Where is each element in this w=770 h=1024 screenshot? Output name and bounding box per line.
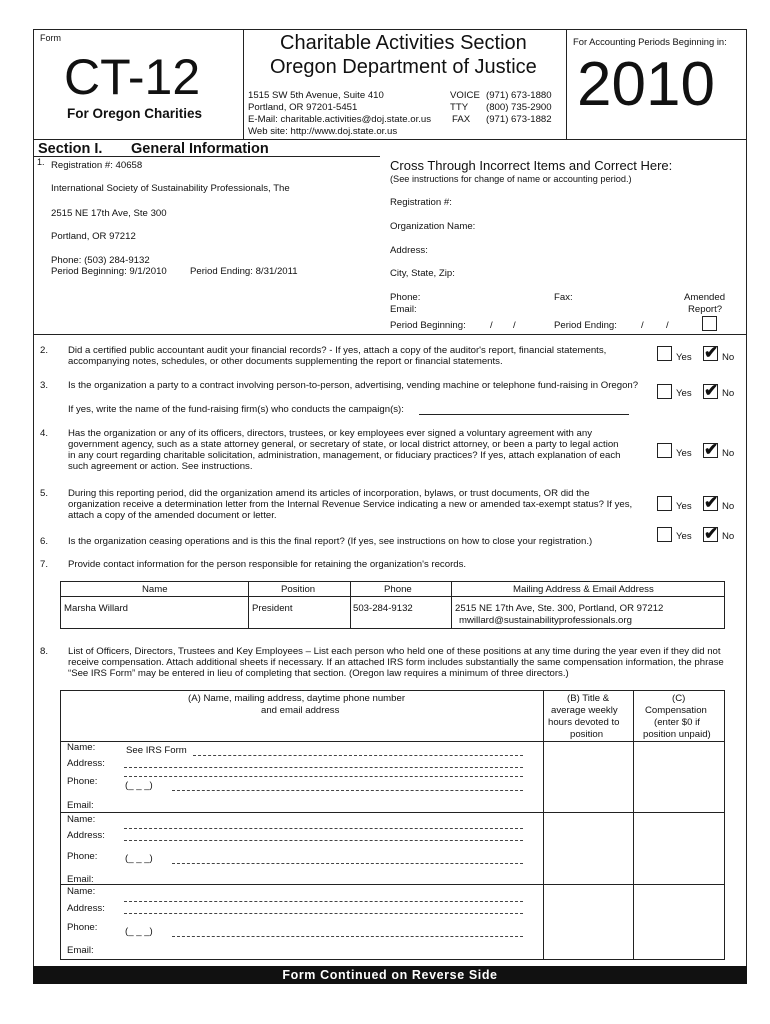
corrections-title: Cross Through Incorrect Items and Correct Here: <box>390 158 673 173</box>
fax-label: FAX <box>452 114 471 125</box>
address-line-2: Portland, OR 97201-5451 <box>248 102 358 113</box>
officers-col-b-header: hours devoted to <box>548 717 620 728</box>
officer-phone-label: Phone: <box>67 851 98 862</box>
corr-period-ending-label[interactable]: Period Ending: <box>554 320 617 331</box>
corr-org-name-label[interactable]: Organization Name: <box>390 221 476 232</box>
corr-slash: / <box>641 320 644 331</box>
officer-row-rule <box>60 812 725 813</box>
officer-name-label: Name: <box>67 742 96 753</box>
corr-slash: / <box>490 320 493 331</box>
q6-yes-checkbox[interactable] <box>657 527 672 542</box>
officer-phone-line[interactable] <box>172 936 523 937</box>
section-title-rule <box>33 156 380 157</box>
check-mark-icon: ✔ <box>704 343 719 362</box>
org-street: 2515 NE 17th Ave, Ste 300 <box>51 208 167 219</box>
q3-yes-label: Yes <box>676 388 692 399</box>
header-bottom-rule <box>33 139 747 140</box>
web-line: Web site: http://www.doj.state.or.us <box>248 126 398 137</box>
officer-phone-paren[interactable]: (_ _ _) <box>125 853 153 864</box>
q5-yes-checkbox[interactable] <box>657 496 672 511</box>
officer-address-label: Address: <box>67 903 105 914</box>
officers-col-a-header-2: and email address <box>261 705 340 716</box>
q6-text: Is the organization ceasing operations and is this the final report? (If yes, see instructions on how to close your registration.) <box>68 536 593 547</box>
address-line-1: 1515 SW 5th Avenue, Suite 410 <box>248 90 384 101</box>
q7-text: Provide contact information for the person responsible for retaining the organization's records. <box>68 559 467 570</box>
officers-table-header-rule <box>60 741 725 742</box>
check-mark-icon: ✔ <box>704 381 719 400</box>
q8-text: List of Officers, Directors, Trustees and Key Employees – List each person who held one of these positions at any time during the year even if they did not receive compensation. Attach additional sheets if necessary. If an attached IRS form includes substantially the same compensation information, the phrase “See IRS Form” may be entered in lieu of completing that section. (Oregon law requires a minimum of three directors.) <box>68 646 724 679</box>
check-mark-icon: ✔ <box>704 440 719 459</box>
corr-address-label[interactable]: Address: <box>390 245 428 256</box>
header-divider-right <box>566 29 567 139</box>
officer-phone-label: Phone: <box>67 922 98 933</box>
officer-phone-label: Phone: <box>67 776 98 787</box>
officer-email-label: Email: <box>67 945 94 956</box>
q4-yes-label: Yes <box>676 448 692 459</box>
form-word: Form <box>40 33 61 43</box>
corr-period-beginning-label[interactable]: Period Beginning: <box>390 320 466 331</box>
q4-text: Has the organization or any of its officers, directors, trustees, or key employees ever signed a voluntary agreement with any government agency, such as a state attorney general, or secretary of state, or local district attorney, or been a party to legal action in any court regarding charitable solicitation, administration, management, or fiduciary practices? If yes, attach explanation of each such agreement or action. See instructions. <box>68 428 621 472</box>
officers-table <box>60 690 725 960</box>
q3-number: 3. <box>40 380 49 391</box>
org-city: Portland, OR 97212 <box>51 231 136 242</box>
check-mark-icon: ✔ <box>704 524 719 543</box>
officer-email-label: Email: <box>67 874 94 885</box>
officers-col-a-header: (A) Name, mailing address, daytime phone number <box>188 693 406 704</box>
corr-slash: / <box>513 320 516 331</box>
accounting-year: 2010 <box>577 50 715 119</box>
q2-text: Did a certified public accountant audit your financial records? - If yes, attach a copy of the auditor's report, financial statements, accompanying notes, schedules, or other documents supplementing the report or financial statements. <box>68 345 607 367</box>
officers-col-b-header: position <box>570 729 604 740</box>
corr-slash: / <box>666 320 669 331</box>
q2-yes-label: Yes <box>676 352 692 363</box>
contact-address[interactable]: 2515 NE 17th Ave, Ste. 300, Portland, OR 97212 <box>455 603 664 614</box>
officer-email-label: Email: <box>67 800 94 811</box>
corr-fax-label[interactable]: Fax: <box>554 292 573 303</box>
header-divider-left <box>243 29 244 139</box>
contact-header-position: Position <box>281 584 316 595</box>
form-number: CT-12 <box>64 49 201 105</box>
q4-no-label: No <box>722 448 735 459</box>
contact-table-header-rule <box>60 596 725 597</box>
officers-table-col-rule <box>543 690 544 960</box>
officers-col-c-header: Compensation <box>645 705 707 716</box>
officer-row-rule <box>60 884 725 885</box>
org-phone: Phone: (503) 284-9132 <box>51 255 150 266</box>
q3-no-label: No <box>722 388 735 399</box>
contact-header-name: Name <box>142 584 168 595</box>
contact-header-address: Mailing Address & Email Address <box>513 584 654 595</box>
q2-number: 2. <box>40 345 49 356</box>
section-title: Section I. <box>38 141 103 157</box>
officer-name-line[interactable] <box>124 901 523 902</box>
corr-report-label: Report? <box>688 304 723 315</box>
corr-registration-label[interactable]: Registration #: <box>390 197 452 208</box>
contact-header-phone: Phone <box>384 584 412 595</box>
q5-text: During this reporting period, did the organization amend its articles of incorporation, bylaws, or trust documents, OR did the organization receive a determination letter from the Internal Revenue Service indicating a new or amended tax-exempt status? If yes, attach a copy of the amended document or letter. <box>68 488 633 521</box>
officer-address-label: Address: <box>67 758 105 769</box>
contact-table-col-rule <box>248 581 249 629</box>
q2-no-label: No <box>722 352 735 363</box>
q6-number: 6. <box>40 536 49 547</box>
q4-number: 4. <box>40 428 49 439</box>
officer-name-label: Name: <box>67 886 96 897</box>
q5-yes-label: Yes <box>676 501 692 512</box>
officer-address-line[interactable] <box>124 767 523 768</box>
q6-no-label: No <box>722 531 735 542</box>
officer-address-label: Address: <box>67 830 105 841</box>
voice-label: VOICE <box>450 90 480 101</box>
org-period-ending: Period Ending: 8/31/2011 <box>190 266 298 277</box>
officer-name-line[interactable] <box>124 828 523 829</box>
item-1-number: 1. <box>37 157 45 167</box>
officers-col-b-header: (B) Title & <box>567 693 610 704</box>
q5-no-label: No <box>722 501 735 512</box>
org-period-beginning: Period Beginning: 9/1/2010 <box>51 266 167 277</box>
department-name: Oregon Department of Justice <box>270 56 537 78</box>
q3-text: Is the organization a party to a contract involving person-to-person, advertising, vending machine or telephone fund-raising in Oregon? <box>68 380 639 391</box>
email-line: E-Mail: charitable.activities@doj.state.or.us <box>248 114 432 125</box>
officers-col-b-header: average weekly <box>551 705 618 716</box>
tty-label: TTY <box>450 102 469 113</box>
officers-table-col-rule <box>633 690 634 960</box>
q3-answer-line[interactable] <box>419 414 629 415</box>
fax-number: (971) 673-1882 <box>486 114 552 125</box>
officers-col-c-header: position unpaid) <box>643 729 711 740</box>
officer-phone-line[interactable] <box>172 863 523 864</box>
corr-amended-label: Amended <box>684 292 726 303</box>
contact-email[interactable]: mwillard@sustainabilityprofessionals.org <box>459 615 632 626</box>
officer-name-line[interactable] <box>193 755 523 756</box>
section1-bottom-rule <box>33 334 747 335</box>
officer-name-label: Name: <box>67 814 96 825</box>
section-subtitle: General Information <box>131 141 269 157</box>
registration-number: Registration #: 40658 <box>51 160 143 171</box>
officer-phone-paren[interactable]: (_ _ _) <box>125 780 153 791</box>
q3-yes-checkbox[interactable] <box>657 384 672 399</box>
q5-number: 5. <box>40 488 49 499</box>
tty-number: (800) 735-2900 <box>486 102 552 113</box>
officer-first-entry[interactable]: See IRS Form <box>126 745 187 756</box>
contact-phone[interactable]: 503-284-9132 <box>353 603 413 614</box>
corrections-subtitle: (See instructions for change of name or accounting period.) <box>390 174 632 184</box>
footer-text: Form Continued on Reverse Side <box>282 968 498 982</box>
q7-number: 7. <box>40 559 49 570</box>
q8-number: 8. <box>40 646 49 657</box>
voice-number: (971) 673-1880 <box>486 90 552 101</box>
officers-col-c-header: (C) <box>672 693 686 704</box>
accounting-label: For Accounting Periods Beginning in: <box>573 36 727 47</box>
contact-table-col-rule <box>350 581 351 629</box>
amended-report-checkbox[interactable] <box>702 316 717 331</box>
corr-email-label[interactable]: Email: <box>390 304 417 315</box>
section-name: Charitable Activities Section <box>280 32 527 54</box>
officer-address-line[interactable] <box>124 913 523 914</box>
corr-city-label[interactable]: City, State, Zip: <box>390 268 455 279</box>
corr-phone-label[interactable]: Phone: <box>390 292 421 303</box>
q3-extra: If yes, write the name of the fund-raising firm(s) who conducts the campaign(s): <box>68 404 404 415</box>
contact-table-col-rule <box>451 581 452 629</box>
contact-position[interactable]: President <box>252 603 293 614</box>
q4-yes-checkbox[interactable] <box>657 443 672 458</box>
org-name: International Society of Sustainability Professionals, The <box>51 183 290 194</box>
officers-col-c-header: (enter $0 if <box>654 717 700 728</box>
officer-phone-paren[interactable]: (_ _ _) <box>125 926 153 937</box>
check-mark-icon: ✔ <box>704 493 719 512</box>
for-oregon-charities: For Oregon Charities <box>67 106 203 121</box>
officer-address-line[interactable] <box>124 776 523 777</box>
contact-name[interactable]: Marsha Willard <box>64 603 128 614</box>
q2-yes-checkbox[interactable] <box>657 346 672 361</box>
officer-address-line[interactable] <box>124 840 523 841</box>
officer-phone-line[interactable] <box>172 790 523 791</box>
q6-yes-label: Yes <box>676 531 692 542</box>
